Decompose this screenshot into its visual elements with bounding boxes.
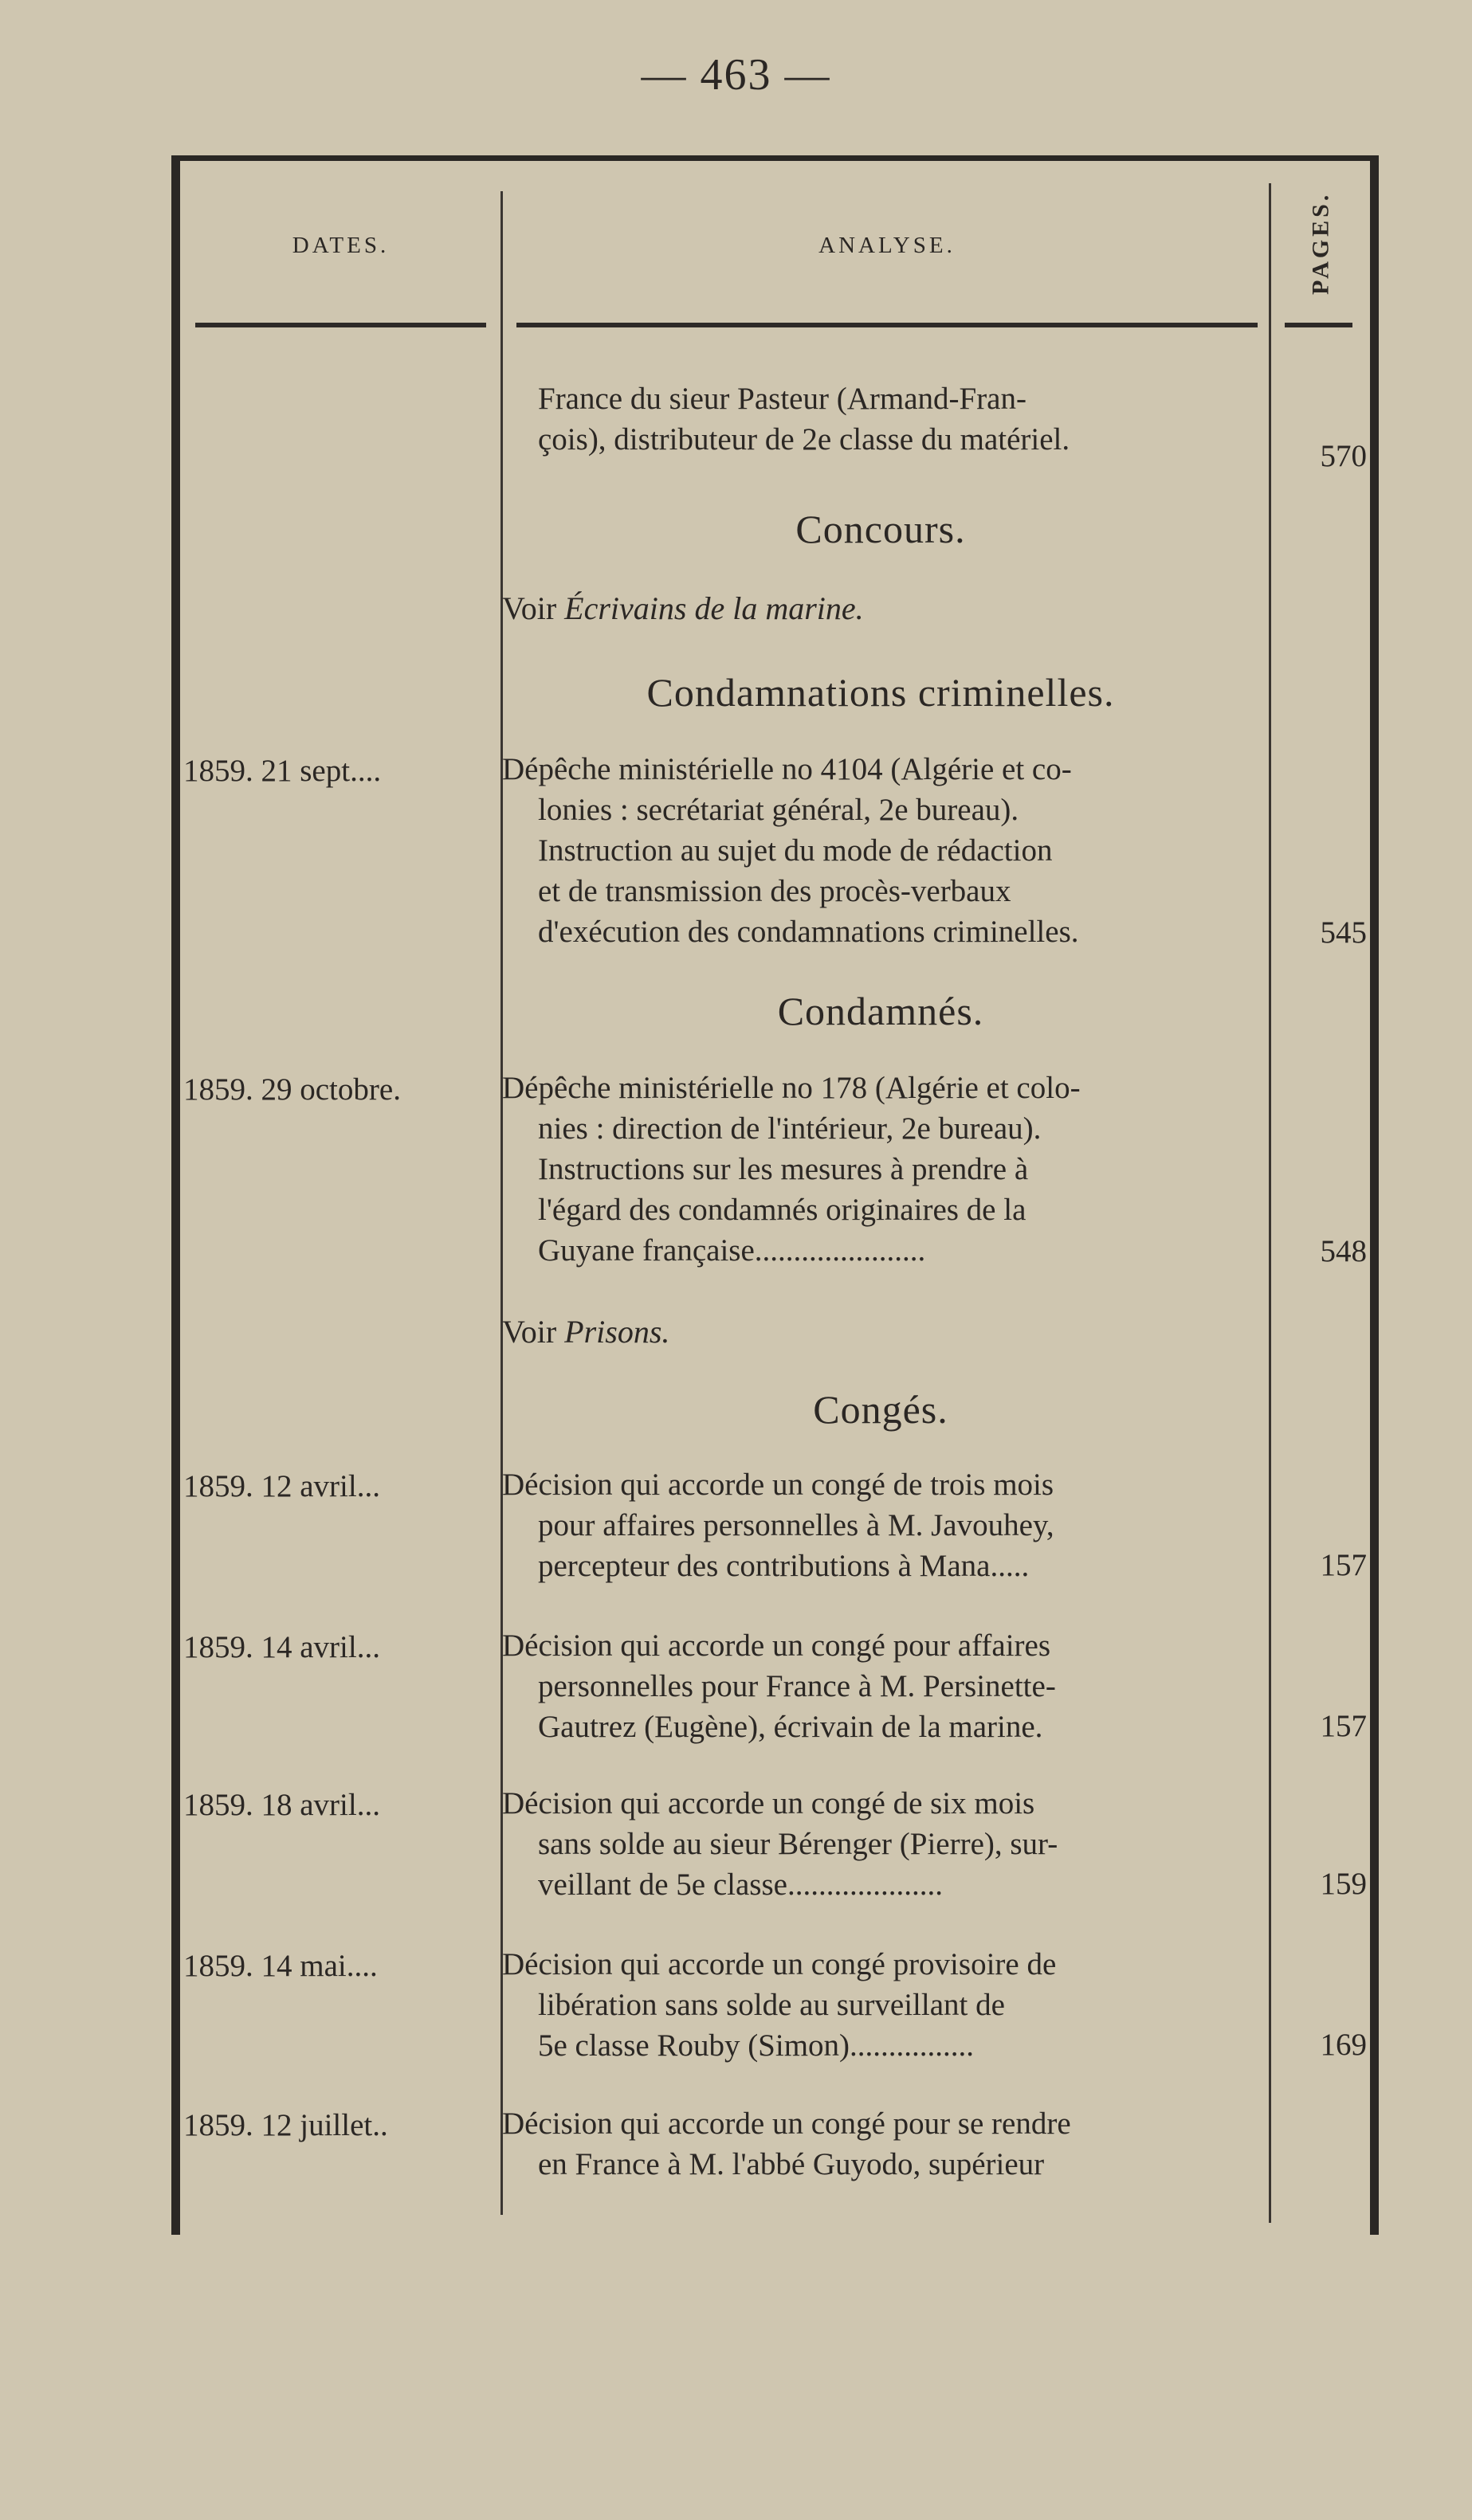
entry-text bbox=[502, 1464, 1259, 1586]
text-line: nies : direction de l'intérieur, 2e bureau). bbox=[538, 1111, 1042, 1146]
entry-date: 1859. 14 mai.... bbox=[183, 1949, 378, 1983]
text-line: libération sans solde au surveillant de bbox=[538, 1988, 1005, 2022]
rule-analyse-pages bbox=[1269, 183, 1271, 2223]
page-ref: 548 bbox=[1320, 1234, 1367, 1268]
page-ref: 570 bbox=[1320, 439, 1367, 473]
text-line: l'égard des condamnés originaires de la bbox=[538, 1193, 1026, 1227]
text-line: et de transmission des procès-verbaux bbox=[538, 874, 1011, 908]
text-line: Décision qui accorde un congé de trois mois bbox=[502, 1468, 1054, 1502]
entry-text bbox=[502, 2103, 1259, 2185]
text-line: Instructions sur les mesures à prendre à bbox=[538, 1152, 1029, 1186]
text-line: 5e classe Rouby (Simon)................ bbox=[538, 2028, 975, 2063]
entry-text bbox=[502, 1944, 1259, 2066]
entry-text bbox=[502, 1625, 1259, 1747]
voir-target: Prisons. bbox=[564, 1314, 670, 1350]
text-line: Dépêche ministérielle no 178 (Algérie et colo- bbox=[502, 1071, 1081, 1105]
header-rule-dates bbox=[195, 323, 486, 327]
entry-text bbox=[502, 1783, 1259, 1905]
text-line: France du sieur Pasteur (Armand-Fran- bbox=[538, 382, 1026, 416]
entry-date: 1859. 12 juillet.. bbox=[183, 2108, 388, 2142]
text-line: personnelles pour France à M. Persinette- bbox=[538, 1669, 1056, 1703]
column-header-analyse: ANALYSE. bbox=[818, 233, 956, 258]
section-heading-condamnations: Condamnations criminelles. bbox=[646, 670, 1115, 715]
voir-prefix: Voir bbox=[502, 590, 557, 626]
page-ref: 157 bbox=[1320, 1548, 1367, 1582]
entry-date: 1859. 29 octobre. bbox=[183, 1072, 401, 1107]
continuation-text bbox=[502, 378, 1259, 460]
column-header-pages: PAGES. bbox=[1307, 191, 1334, 295]
section-heading-concours: Concours. bbox=[795, 507, 966, 551]
text-line: en France à M. l'abbé Guyodo, supérieur bbox=[538, 2147, 1045, 2181]
page-ref: 545 bbox=[1320, 915, 1367, 950]
text-line: d'exécution des condamnations criminelles. bbox=[538, 915, 1079, 949]
voir-reference bbox=[502, 590, 864, 627]
text-line: veillant de 5e classe.................... bbox=[538, 1867, 943, 1902]
entry-date: 1859. 21 sept.... bbox=[183, 754, 382, 788]
entry-text bbox=[502, 749, 1259, 952]
page-ref: 169 bbox=[1320, 2028, 1367, 2062]
entry-date: 1859. 14 avril... bbox=[183, 1630, 380, 1664]
section-heading-conges: Congés. bbox=[813, 1387, 948, 1432]
page-ref: 157 bbox=[1320, 1709, 1367, 1743]
entry-date: 1859. 12 avril... bbox=[183, 1469, 380, 1503]
text-line: çois), distributeur de 2e classe du matériel. bbox=[538, 422, 1070, 457]
entry-date: 1859. 18 avril... bbox=[183, 1788, 380, 1822]
page-number: — 463 — bbox=[641, 50, 831, 100]
text-line: Guyane française...................... bbox=[538, 1233, 926, 1268]
text-line: Décision qui accorde un congé pour affaires bbox=[502, 1628, 1051, 1663]
voir-target: Écrivains de la marine. bbox=[564, 590, 864, 626]
text-line: Décision qui accorde un congé de six mois bbox=[502, 1786, 1035, 1820]
text-line: Gautrez (Eugène), écrivain de la marine. bbox=[538, 1710, 1043, 1744]
text-line: Dépêche ministérielle no 4104 (Algérie et co- bbox=[502, 752, 1072, 786]
text-line: sans solde au sieur Bérenger (Pierre), sur- bbox=[538, 1827, 1058, 1861]
text-line: Instruction au sujet du mode de rédaction bbox=[538, 833, 1053, 868]
page-ref: 159 bbox=[1320, 1867, 1367, 1901]
text-line: Décision qui accorde un congé pour se rendre bbox=[502, 2107, 1071, 2141]
voir-reference bbox=[502, 1313, 669, 1350]
entry-text bbox=[502, 1068, 1259, 1271]
column-header-dates: DATES. bbox=[292, 233, 390, 258]
header-rule-analyse bbox=[516, 323, 1258, 327]
header-rule-pages bbox=[1285, 323, 1352, 327]
text-line: lonies : secrétariat général, 2e bureau). bbox=[538, 793, 1019, 827]
text-line: Décision qui accorde un congé provisoire de bbox=[502, 1947, 1057, 1981]
voir-prefix: Voir bbox=[502, 1314, 557, 1350]
section-heading-condamnes: Condamnés. bbox=[777, 989, 984, 1033]
text-line: percepteur des contributions à Mana..... bbox=[538, 1549, 1030, 1583]
text-line: pour affaires personnelles à M. Javouhey, bbox=[538, 1508, 1054, 1542]
